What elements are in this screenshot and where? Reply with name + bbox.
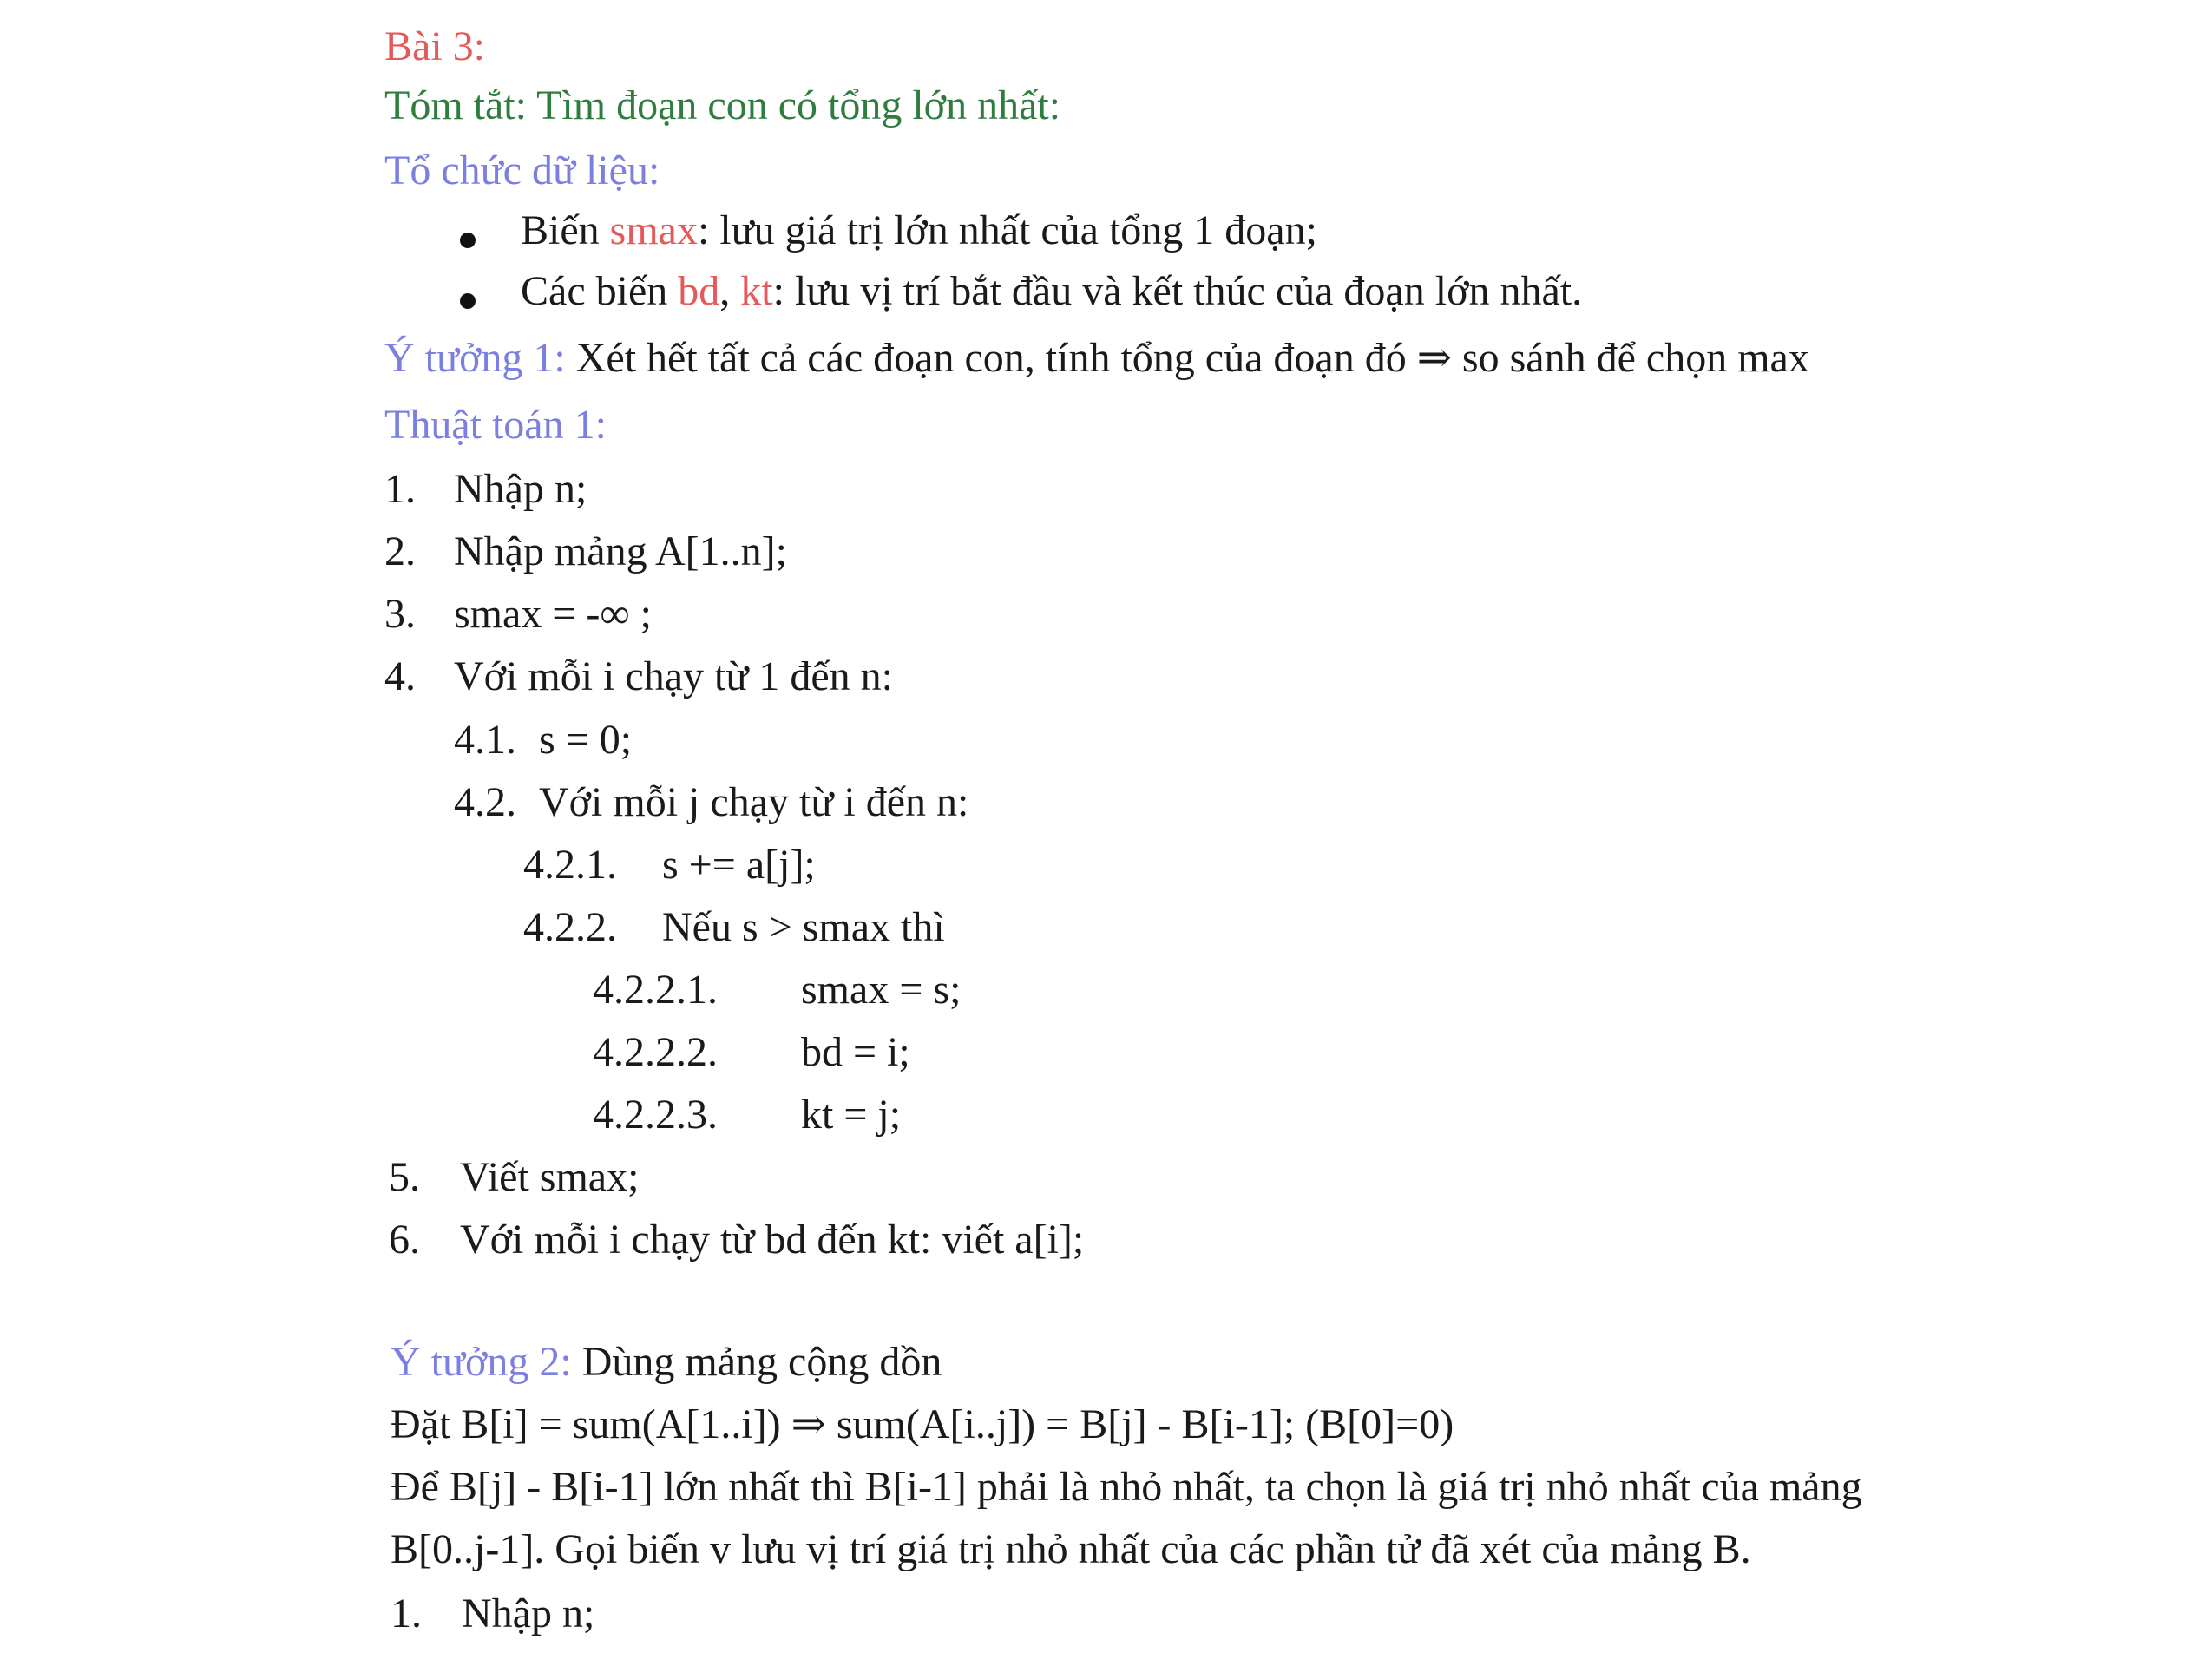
exercise-title: Bài 3: [384,23,485,69]
step-number: 1. [391,1591,422,1637]
step-number: 4.2.2.3. [593,1092,718,1138]
algo-step [593,964,961,1016]
step-text: Nhập n; [462,1591,595,1637]
algo-step [454,714,632,766]
step-text: Với mỗi j chạy từ i đến n: [539,779,969,825]
summary-label: Tóm tắt: [384,82,527,128]
step-number: 4.2.1. [523,842,617,888]
bullet-suffix: : lưu vị trí bắt đầu và kết thúc của đoạn lớn nhất. [772,268,1583,314]
var-smax: smax [609,207,698,253]
bullet-item-2 [521,266,1582,318]
step-text: Nhập n; [454,466,587,512]
idea1-label: Ý tưởng 1: [384,335,566,381]
step-text: Với mỗi i chạy từ 1 đến n: [454,653,893,699]
algo-step [389,1214,1084,1266]
step-number: 2. [384,528,416,574]
algo-step [384,463,587,515]
algo-step [384,651,893,703]
idea2-line [391,1336,942,1388]
bullet-prefix: Các biến [521,268,679,314]
step-number: 4.2. [454,779,516,825]
bullet-prefix: Biến [521,207,610,253]
step-text: Nếu s > smax thì [662,904,945,950]
step-text: smax = s; [801,967,962,1013]
idea2-formula: Đặt B[i] = sum(A[1..i]) ⇒ sum(A[i..j]) = B[j] - B[i-1]; (B[0]=0) [391,1401,1454,1447]
step-text: s = 0; [539,717,633,763]
step-number: 6. [389,1217,420,1263]
step-number: 4.1. [454,717,516,763]
algo-step [593,1089,901,1141]
step-text: kt = j; [801,1092,902,1138]
idea2-label: Ý tưởng 2: [391,1339,572,1385]
summary-text: Tìm đoạn con có tổng lớn nhất: [526,82,1061,128]
idea1-line [384,332,1809,384]
algo-step [523,902,945,954]
algo-step [593,1027,910,1079]
bullet-icon [460,233,476,248]
algo-step [389,1151,639,1204]
var-bd: bd [678,268,720,314]
step-number: 4.2.2.2. [593,1029,718,1075]
bullet-icon [460,293,476,309]
var-kt: kt [740,268,773,314]
bullet-item-1 [521,205,1317,257]
idea1-text: Xét hết tất cả các đoạn con, tính tổng của đoạn đó ⇒ so sánh để chọn max [565,335,1809,381]
idea2-explanation: Để B[j] - B[i-1] lớn nhất thì B[i-1] phải là nhỏ nhất, ta chọn là giá trị nhỏ nhất của mảng [391,1464,1862,1510]
step-text: Nhập mảng A[1..n]; [454,528,787,574]
step-number: 3. [384,591,416,637]
step-text: s += a[j]; [662,842,816,888]
algo-step [384,526,787,578]
step-text: Với mỗi i chạy từ bd đến kt: viết a[i]; [460,1217,1085,1263]
step-text: bd = i; [801,1029,910,1075]
bullet-suffix: : lưu giá trị lớn nhất của tổng 1 đoạn; [697,207,1317,253]
idea2-explanation-cont: B[0..j-1]. Gọi biến v lưu vị trí giá trị nhỏ nhất của các phần tử đã xét của mảng B. [391,1526,1751,1572]
data-org-label: Tổ chức dữ liệu: [384,148,660,194]
step-number: 4.2.2.1. [593,967,718,1013]
algo1-label: Thuật toán 1: [384,402,607,448]
idea2-text: Dùng mảng cộng dồn [571,1339,942,1385]
algo-step [454,777,968,829]
step-number: 1. [384,466,416,512]
step-number: 5. [389,1154,420,1200]
algo-step [523,839,816,891]
step-text: smax = -∞ ; [454,591,652,637]
step-number: 4. [384,653,416,699]
summary-line [384,80,1060,132]
algo-step [384,588,652,640]
algo2-step [391,1588,594,1640]
step-number: 4.2.2. [523,904,617,950]
step-text: Viết smax; [460,1154,640,1200]
bullet-sep: , [719,268,741,314]
